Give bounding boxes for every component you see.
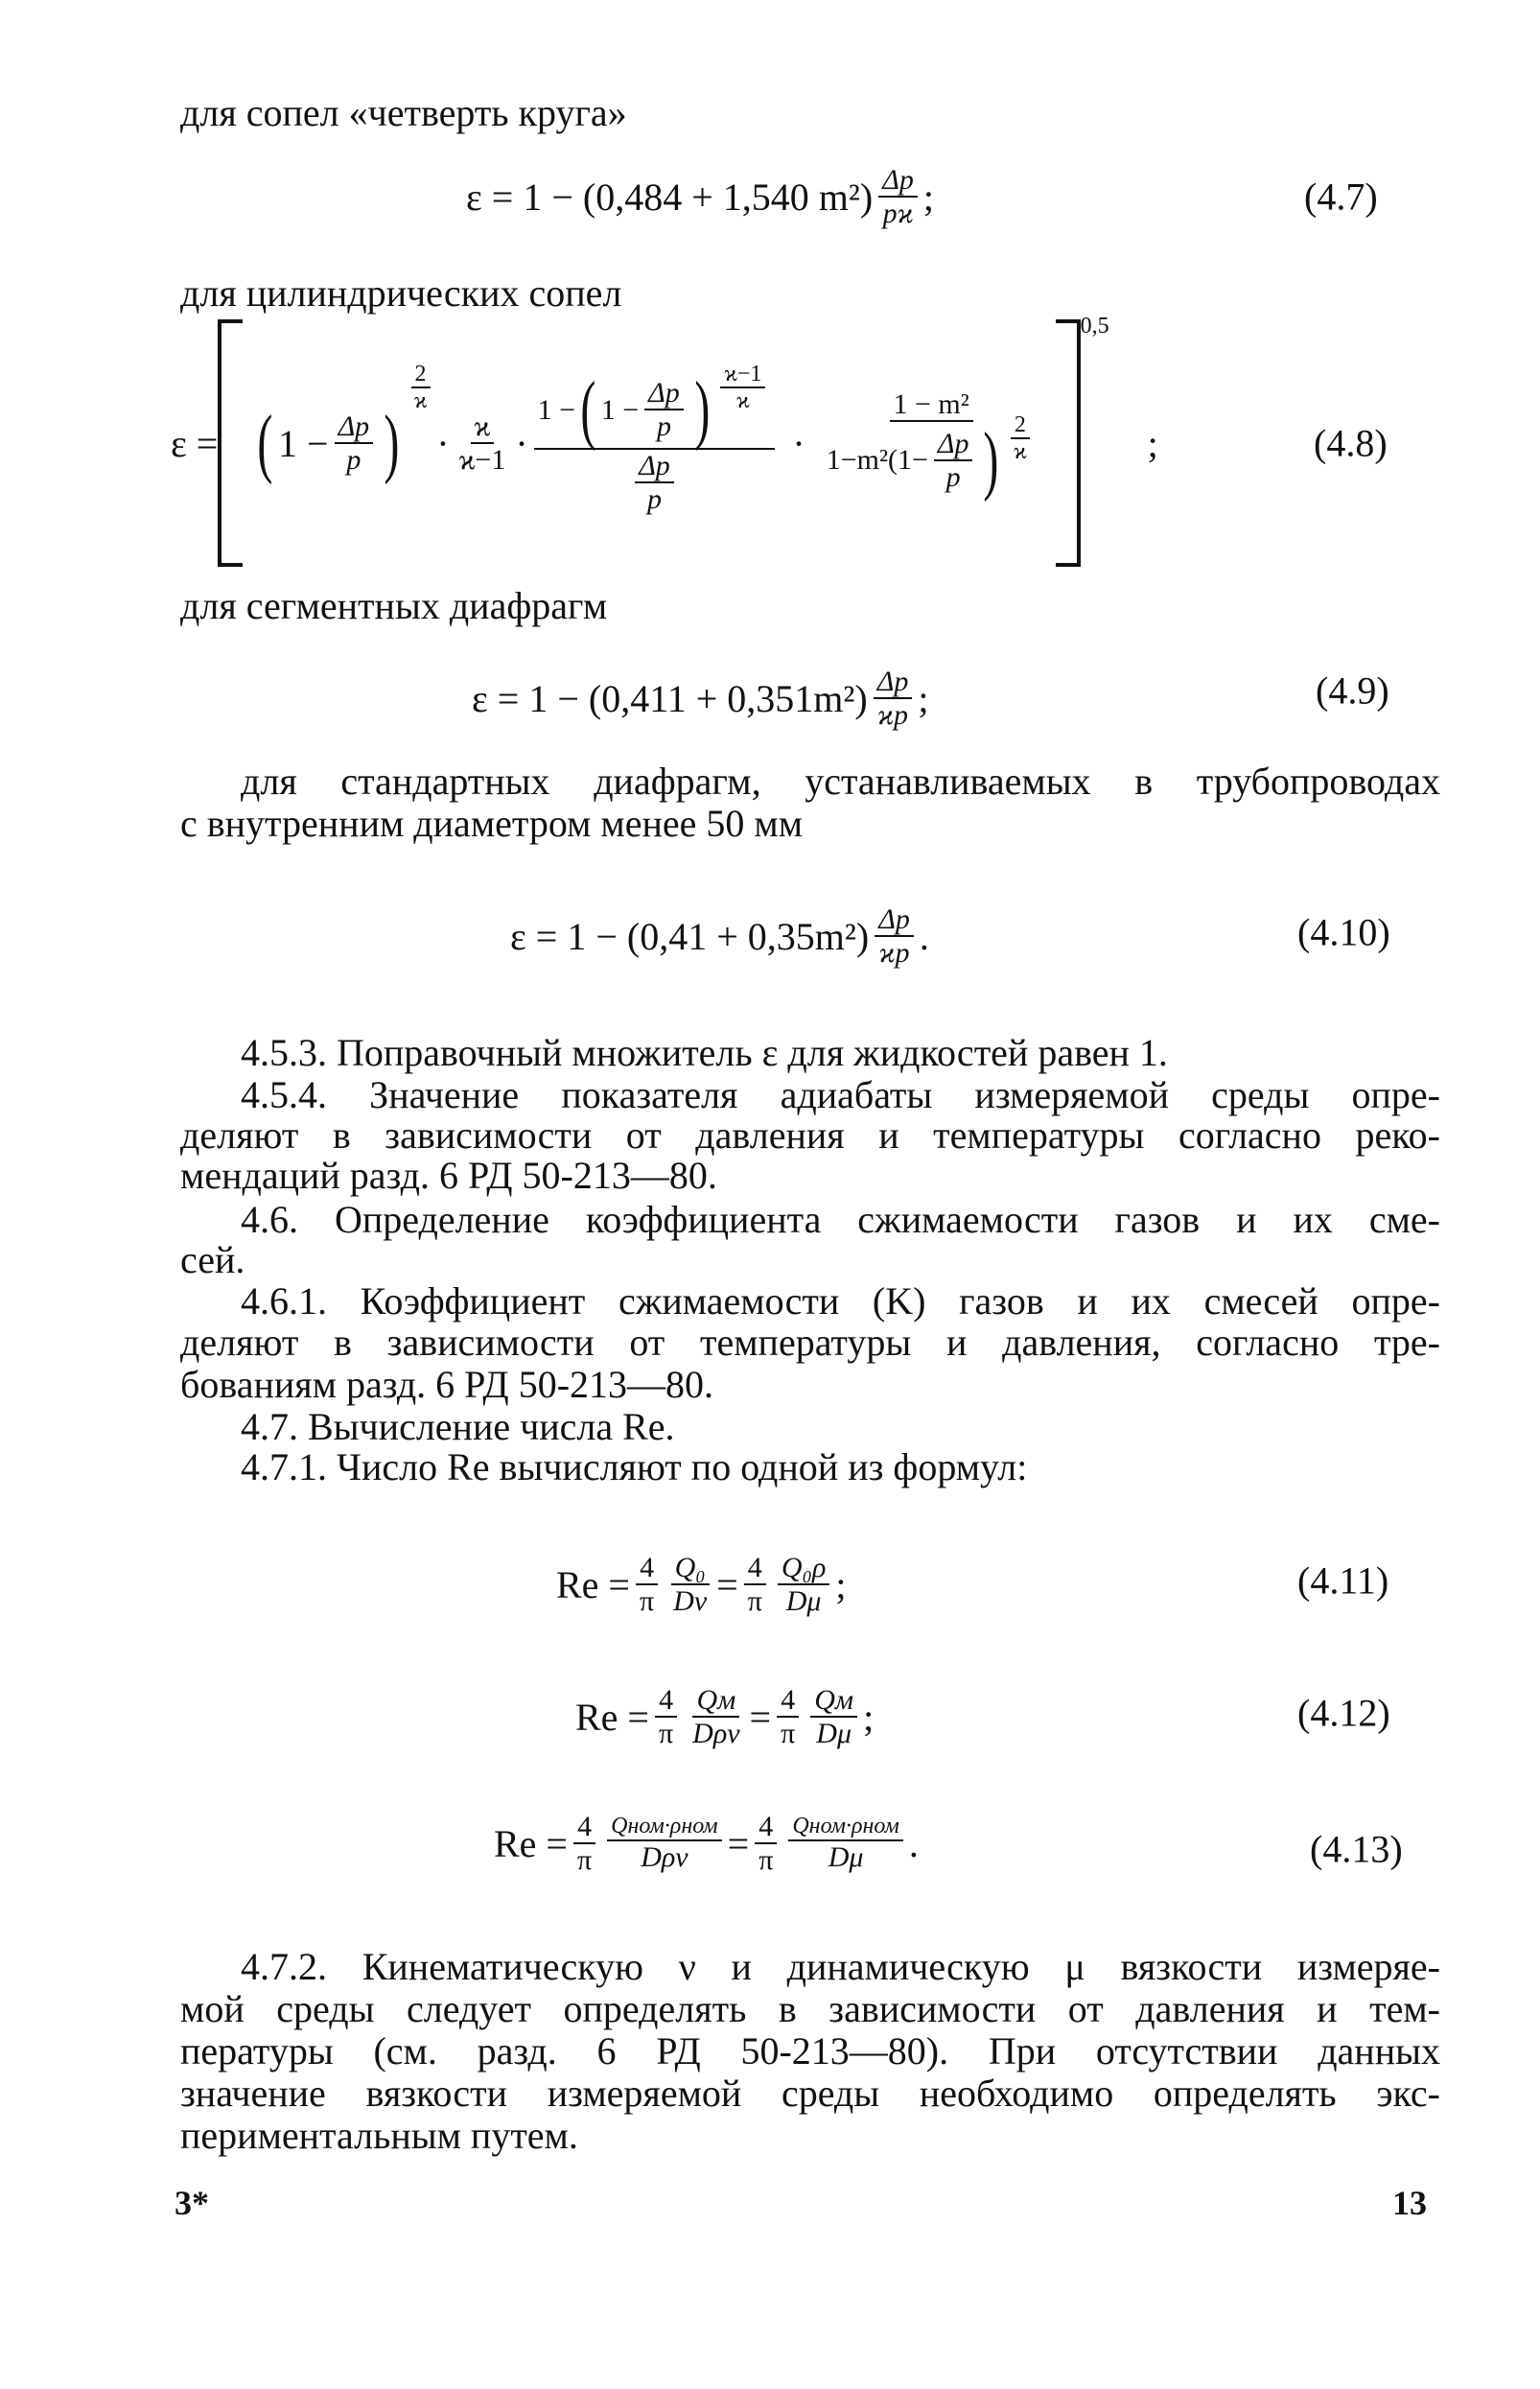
semicolon: ; bbox=[835, 1562, 847, 1606]
text-line: для сегментных диафрагм bbox=[180, 584, 608, 627]
semicolon: ; bbox=[863, 1695, 875, 1739]
term: 1 − bbox=[600, 393, 640, 426]
numerator: 4 bbox=[573, 1811, 595, 1844]
text-line: 4.6. Определение коэффициента сжимаемости газов и их сме- bbox=[241, 1198, 1440, 1241]
semicolon: ; bbox=[918, 676, 929, 720]
denominator: Dμ bbox=[785, 1585, 822, 1617]
equation-number: (4.13) bbox=[1310, 1827, 1403, 1871]
text-line: для цилиндрических сопел bbox=[180, 271, 622, 315]
formula-lhs: ε = 1 − (0,484 + 1,540 m²) bbox=[466, 175, 874, 219]
numerator: 4 bbox=[744, 1552, 766, 1585]
text-line: для сопел «четверть круга» bbox=[180, 91, 627, 134]
formula-lhs: ε = 1 − (0,41 + 0,35m²) bbox=[510, 914, 870, 958]
numerator: 2 bbox=[411, 362, 431, 388]
formula-lhs: ε = 1 − (0,411 + 0,351m²) bbox=[472, 676, 868, 720]
numerator: 4 bbox=[777, 1684, 799, 1718]
numerator: 4 bbox=[655, 1684, 677, 1718]
denominator: π bbox=[659, 1718, 674, 1749]
equation-number: (4.12) bbox=[1297, 1691, 1390, 1735]
numerator: Δp bbox=[878, 164, 918, 198]
period: . bbox=[919, 914, 929, 958]
numerator: Qном·ρном bbox=[607, 1814, 721, 1840]
text-line: значение вязкости измеряемой среды необходимо определять экс- bbox=[180, 2072, 1440, 2115]
numerator: Δp bbox=[934, 428, 973, 461]
numerator: 1 − m² bbox=[890, 388, 973, 422]
equation-number: (4.9) bbox=[1316, 668, 1389, 713]
denominator: π bbox=[577, 1844, 593, 1876]
denominator: ϰ−1 bbox=[458, 444, 506, 476]
denominator: π bbox=[758, 1844, 774, 1876]
formula-lhs: Re = bbox=[494, 1821, 568, 1865]
denominator: ϰ bbox=[736, 388, 750, 414]
text-line: деляют в зависимости от температуры и давления, согласно тре- bbox=[180, 1321, 1440, 1364]
equals: = bbox=[727, 1821, 750, 1865]
numerator: Qм bbox=[810, 1684, 857, 1718]
semicolon: ; bbox=[1147, 421, 1158, 465]
equation-number: (4.11) bbox=[1297, 1558, 1389, 1603]
text-line: с внутренним диаметром менее 50 мм bbox=[180, 802, 804, 845]
dot: · bbox=[436, 421, 450, 465]
text-line: 4.7.1. Число Re вычисляют по одной из формул: bbox=[241, 1445, 1028, 1488]
term: 1−m²(1− bbox=[826, 444, 928, 476]
denominator: Dμ bbox=[828, 1840, 864, 1873]
text-line: бованиям разд. 6 РД 50-213—80. bbox=[180, 1363, 714, 1406]
page-number: 13 bbox=[1392, 2184, 1427, 2222]
left-bracket bbox=[218, 319, 243, 567]
numerator: Δp bbox=[335, 410, 374, 444]
formula-4-8: ε = ( 1 − $\frac{\Delta p}{p}$ ) $\frac{2}{ϰ}$ · $\frac{ϰ}{ϰ-1}$ · 1 − ( 1 − $\frac{\Delta p}{p}$ ) $\frac{ϰ-1}{ϰ}$ $\frac{\Delta p}{p}$ · 1 − m² 1−m²(1− $\frac{\Delta p}{p}$ ) $\frac{2}{ϰ}$ 0,5 ; bbox=[171, 319, 1158, 567]
term: 1 − bbox=[278, 421, 329, 465]
denominator: π bbox=[781, 1718, 796, 1749]
numerator: Δp bbox=[644, 377, 684, 410]
term: 1 − bbox=[537, 393, 576, 426]
signature-mark: 3* bbox=[175, 2184, 209, 2222]
denominator: p bbox=[656, 410, 671, 442]
formula-lhs: Re = bbox=[556, 1562, 630, 1606]
equation-number: (4.7) bbox=[1304, 175, 1378, 219]
denominator: ϰ bbox=[413, 388, 428, 414]
right-bracket bbox=[1056, 319, 1081, 567]
numerator: Qм bbox=[692, 1684, 739, 1718]
denominator: p bbox=[647, 483, 662, 515]
text-line: для стандартных диафрагм, устанавливаемых в трубопроводах bbox=[241, 760, 1440, 803]
text-line: пературы (см. разд. 6 РД 50-213—80). При отсутствии данных bbox=[180, 2029, 1440, 2073]
text-line: сей. bbox=[180, 1238, 245, 1281]
denominator: π bbox=[640, 1585, 655, 1617]
formula-4-11 bbox=[556, 1552, 846, 1617]
text-line: 4.7.2. Кинематическую ν и динамическую μ вязкости измеряе- bbox=[241, 1945, 1440, 1988]
denominator: pϰ bbox=[882, 198, 914, 229]
denominator: Dρν bbox=[641, 1840, 688, 1873]
formula-4-13 bbox=[494, 1811, 919, 1876]
denominator: Dρν bbox=[692, 1718, 740, 1749]
denominator: Dν bbox=[673, 1585, 708, 1617]
dot: · bbox=[792, 421, 805, 465]
denominator: p bbox=[945, 460, 961, 493]
denominator: ϰp bbox=[877, 699, 908, 731]
semicolon: ; bbox=[922, 175, 934, 219]
formula-lhs: Re = bbox=[575, 1695, 649, 1739]
numerator: Qном·ρном bbox=[788, 1814, 902, 1840]
text-line: мендаций разд. 6 РД 50-213—80. bbox=[180, 1154, 717, 1197]
exponent: 0,5 bbox=[1080, 314, 1109, 339]
text-line: 4.5.4. Значение показателя адиабаты измеряемой среды опре- bbox=[241, 1073, 1440, 1116]
denominator: ϰp bbox=[878, 937, 910, 969]
denominator: p bbox=[346, 444, 362, 476]
numerator: Δp bbox=[874, 666, 913, 699]
formula-4-10 bbox=[510, 903, 929, 969]
dot: · bbox=[515, 421, 528, 465]
denominator: Dμ bbox=[816, 1718, 852, 1749]
numerator: 4 bbox=[636, 1552, 658, 1585]
numerator: Δp bbox=[635, 450, 674, 483]
numerator: Δp bbox=[875, 903, 914, 937]
numerator: Q₀ bbox=[671, 1552, 710, 1585]
numerator: ϰ−1 bbox=[720, 362, 765, 388]
text-line: 4.7. Вычисление числа Re. bbox=[241, 1405, 675, 1448]
text-line: 4.6.1. Коэффициент сжимаемости (K) газов и их смесей опре- bbox=[241, 1279, 1440, 1323]
equals: = bbox=[749, 1695, 772, 1739]
numerator: Q₀ρ bbox=[778, 1552, 830, 1585]
equation-number: (4.8) bbox=[1314, 421, 1388, 465]
formula-4-7 bbox=[466, 164, 934, 229]
text-line: мой среды следует определять в зависимости от давления и тем- bbox=[180, 1987, 1440, 2030]
period: . bbox=[908, 1821, 919, 1865]
formula-lhs: ε = bbox=[171, 421, 219, 465]
text-line: периментальным путем. bbox=[180, 2114, 578, 2157]
formula-4-12 bbox=[575, 1684, 874, 1749]
numerator: 4 bbox=[755, 1811, 777, 1844]
equation-number: (4.10) bbox=[1297, 910, 1390, 954]
text-line: деляют в зависимости от давления и температуры согласно реко- bbox=[180, 1113, 1440, 1157]
numerator: ϰ bbox=[471, 410, 495, 444]
denominator: π bbox=[747, 1585, 762, 1617]
formula-4-9 bbox=[472, 666, 928, 731]
denominator: ϰ bbox=[1014, 438, 1027, 464]
text-line: 4.5.3. Поправочный множитель ε для жидкостей равен 1. bbox=[241, 1031, 1168, 1074]
equals: = bbox=[716, 1562, 738, 1606]
numerator: 2 bbox=[1011, 412, 1030, 439]
